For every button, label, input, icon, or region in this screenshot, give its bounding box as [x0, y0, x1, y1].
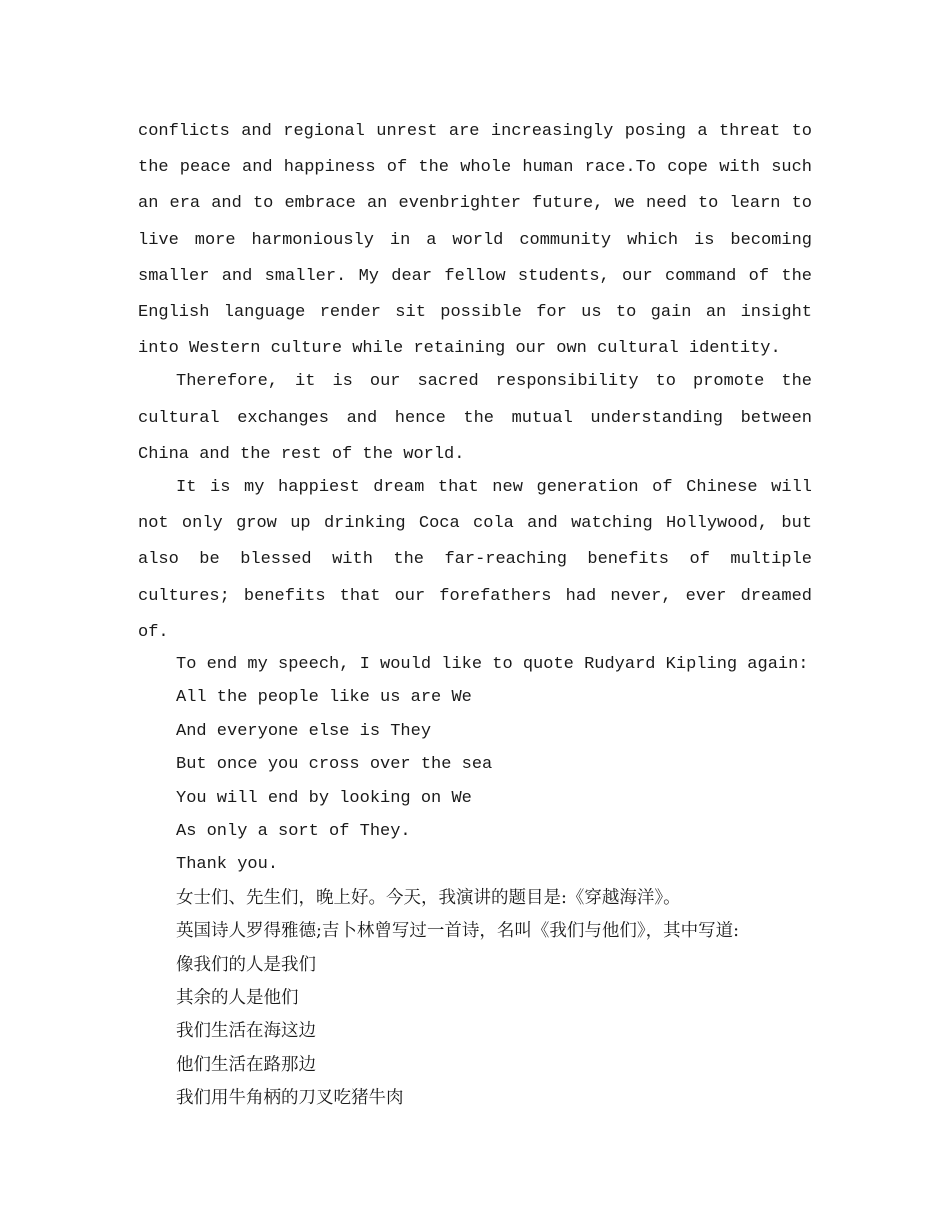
- paragraph-responsibility: Therefore, it is our sacred responsibility to promote the cultural exchanges and hence the mutual understanding between China and the rest of the world.: [138, 372, 812, 464]
- chinese-line: 我们用牛角柄的刀叉吃猪牛肉: [176, 1088, 404, 1109]
- paragraph-conflicts: conflicts and regional unrest are increasingly posing a threat to the peace and happiness of the whole human race.To cope with such an era and to embrace an evenbrighter future, we need to learn to live more harmoniously in a world community which is becoming smaller and smaller. My dear fellow students, our command of the English language render sit possible for us to gain an insight into Western culture while retaining our own cultural identity.: [138, 122, 812, 359]
- chinese-line: 他们生活在路那边: [176, 1054, 316, 1075]
- poem-line: As only a sort of They.: [176, 822, 411, 841]
- chinese-translation: [138, 882, 812, 1116]
- poem-line: You will end by looking on We: [176, 788, 472, 808]
- poem-line: But once you cross over the sea: [176, 755, 493, 775]
- thank-you-line: Thank you.: [176, 855, 279, 875]
- chinese-line: 女士们、先生们，晚上好。今天，我演讲的题目是:《穿越海洋》。: [176, 887, 681, 908]
- poem-line: All the people like us are We: [176, 688, 472, 708]
- chinese-line: 我们生活在海这边: [176, 1021, 316, 1042]
- paragraph-dream: It is my happiest dream that new generation of Chinese will not only grow up drinking Coca cola and watching Hollywood, but also be blessed with the far-reaching benefits of multiple cultures; benefits that our forefathers had never, ever dreamed of.: [138, 478, 812, 642]
- text-line: To end my speech, I would like to quote Rudyard Kipling again:: [176, 655, 809, 675]
- closing-lines: [138, 648, 812, 882]
- chinese-line: 英国诗人罗得雅德;吉卜林曾写过一首诗，名叫《我们与他们》，其中写道:: [176, 921, 740, 942]
- chinese-line: 像我们的人是我们: [176, 954, 316, 975]
- document-body: [138, 114, 812, 1116]
- chinese-line: 其余的人是他们: [176, 987, 299, 1008]
- poem-line: And everyone else is They: [176, 721, 432, 741]
